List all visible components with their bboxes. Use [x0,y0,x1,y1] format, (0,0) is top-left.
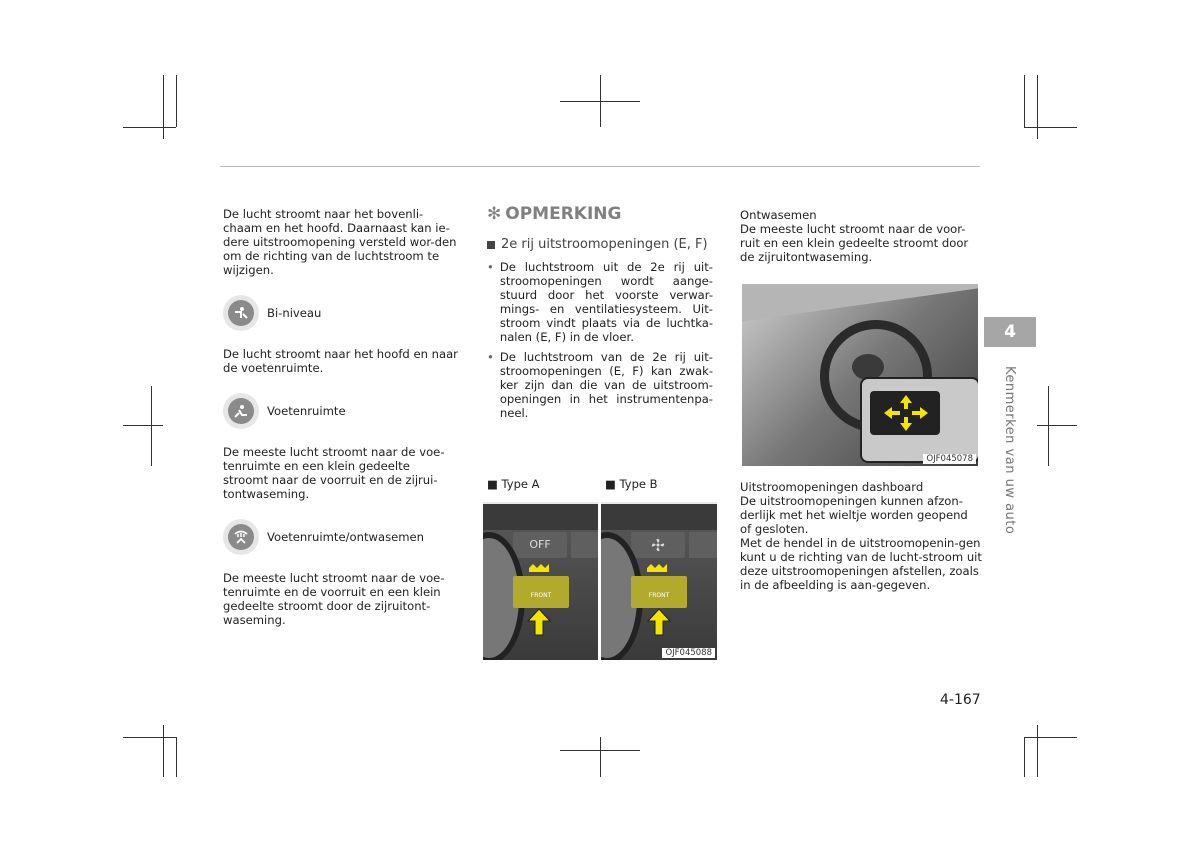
mode-label: Voetenruimte [267,404,346,418]
square-bullet-icon [487,241,495,249]
intro-paragraph: De lucht stroomt naar het bovenli-chaam en het hoofd. Daarnaast kan ie-dere uitstroomopening versteld wor-den om de richting van de luchtstroom te wijzigen. [223,207,457,277]
crop-mark [600,75,601,127]
bi-level-airflow-icon [223,295,259,331]
image-code: OJF045088 [662,648,715,658]
section-paragraph: Met de hendel in de uitstroomopenin-gen kunt u de richting van de lucht-stroom uit deze uitstroomopeningen afstellen, zoals in de afbeelding is aan-gegeven. [740,536,982,592]
note-heading-text: 2e rij uitstroomopeningen (E, F) [501,237,708,252]
mode-description: De meeste lucht stroomt naar de voe-tenruimte en een klein gedeelte stroomt naar de voorruit en de zijrui-tontwaseming. [223,445,445,501]
bullet-dot-icon: • [487,350,494,364]
crop-mark [176,75,177,127]
note-bullet-text: De luchtstroom uit de 2e rij uit-stroomopeningen wordt aange-stuurd door het voorste verwar-mings- en ventilatiesysteem. Uit-stroom vindt plaats via de luchtka-nalen (E, F) in de vloer. [499,260,713,344]
mode-bi-level [223,295,458,331]
figure-caption: ■ Type A [483,476,598,502]
off-button: OFF [513,532,567,558]
column-middle [487,204,713,420]
figure-caption: ■ Type B [601,476,717,502]
note-bullet-text: De luchtstroom van de 2e rij uit-stroomopeningen (E, F) kan zwak-ker zijn dan die van de uitstroom-openingen in het instrumentenpa-neel. [499,350,713,420]
crop-mark [1024,75,1025,127]
note-heading [487,237,713,252]
crop-mark [1037,75,1038,139]
chapter-title: Kenmerken van uw auto [1002,366,1017,535]
note-bullet [487,350,713,420]
dashboard-vent-photo [742,284,978,466]
crop-mark [123,425,163,426]
crop-mark [1024,737,1025,777]
crop-mark [163,725,164,777]
crop-mark [1037,725,1038,777]
chapter-tab: 4 [984,317,1036,347]
header-rule [220,166,980,167]
up-arrow-icon [527,608,551,636]
figure-type-b [601,476,717,660]
image-code: OJF045078 [923,454,976,464]
front-defrost-button: FRONT [513,576,569,608]
control-panel-image [601,504,717,660]
crop-mark [1024,737,1077,738]
floor-defrost-icon [223,519,259,555]
section-paragraph: De meeste lucht stroomt naar de voor-ruit en een klein gedeelte stroomt door de zijruitontwaseming. [740,222,969,264]
crop-mark [600,737,601,777]
fan-icon [651,538,665,552]
crop-mark [151,386,152,466]
up-arrow-icon [647,608,671,636]
crop-mark [163,75,164,139]
mode-label: Voetenruimte/ontwasemen [267,530,425,544]
section-heading: Ontwasemen [740,208,817,222]
indicator-light-icon [529,564,549,572]
column-right [740,208,982,264]
note-symbol-icon: ✻ [487,204,502,224]
fan-button [631,532,685,558]
crop-mark [176,737,177,777]
column-left [223,207,458,627]
crop-mark [123,127,176,128]
crop-mark [1048,386,1049,466]
note-title [487,204,713,224]
section-paragraph: De uitstroomopeningen kunnen afzon-derlijk met het wieltje worden geopend of gesloten. [740,494,968,536]
control-panel-image [483,504,598,660]
mode-label: Bi-niveau [267,306,322,320]
bullet-dot-icon: • [487,260,494,274]
direction-arrows-icon [874,393,938,433]
indicator-light-icon [647,564,667,572]
note-bullet [487,260,713,344]
section-heading: Uitstroomopeningen dashboard [740,480,924,494]
vent-closeup-inset [860,377,978,463]
page-number: 4-167 [940,692,981,708]
mode-description: De lucht stroomt naar het hoofd en naar de voetenruimte. [223,347,458,375]
figure-caption-text: Type B [619,477,658,491]
note-title-text: OPMERKING [505,204,622,224]
mode-floor-defrost [223,519,458,555]
crop-mark [1037,425,1077,426]
floor-airflow-icon [223,393,259,429]
crop-mark [1024,127,1077,128]
crop-mark [123,737,176,738]
column-right-lower [740,480,982,592]
mode-floor [223,393,458,429]
figure-caption-text: Type A [501,477,540,491]
mode-description: De meeste lucht stroomt naar de voe-tenruimte en de voorruit en een klein gedeelte stroomt door de zijruitont-waseming. [223,571,445,627]
front-defrost-button: FRONT [631,576,687,608]
figure-type-a [483,476,598,660]
